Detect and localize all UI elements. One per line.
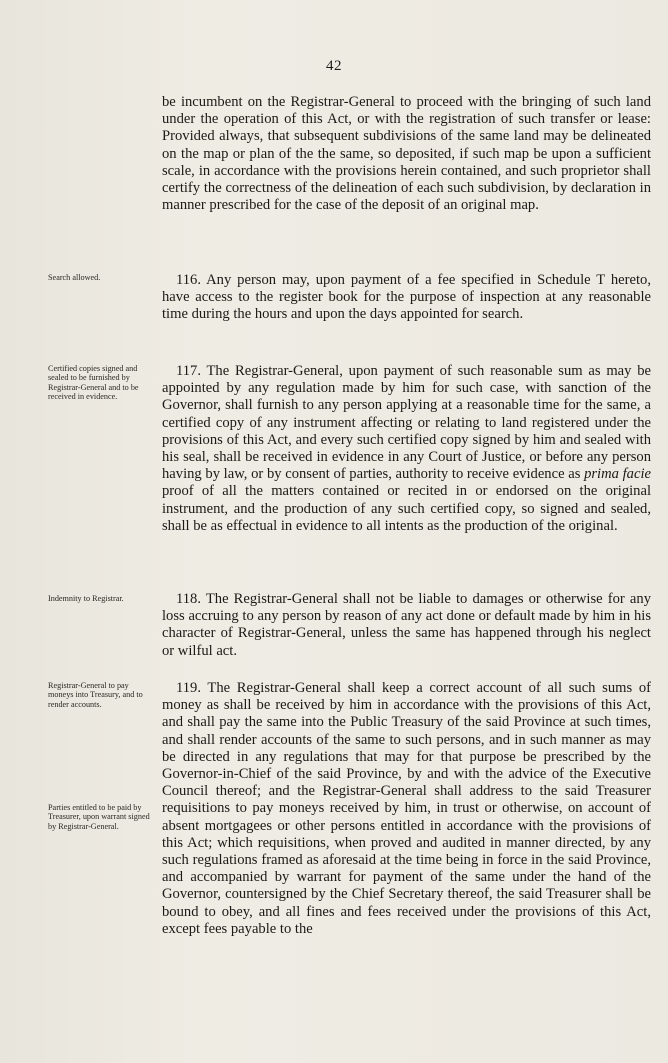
section-117	[162, 363, 651, 535]
continuation-text: be incumbent on the Registrar-General to proceed with the bringing of such land under the operation of this Act, or with the registration of such transfer or lease: Provided always, that subsequent subdivisions of the same land may be delineated on the map or plan of the the same, so deposited, if such map be upon a sufficient scale, in accordance with the provisions herein contained, and such proprietor shall certify the correctness of the delineation of each such subdivision, by declaration in manner prescribed for the case of the deposit of an original map.	[162, 94, 651, 214]
marginal-note-118: Indemnity to Registrar.	[48, 594, 124, 603]
section-119-text: 119. The Registrar-General shall keep a correct account of all such sums of money as shall be received by him in accordance with the provisions of this Act, and shall pay the same into the Public Treasury of the said Province at such times, and shall render accounts of the same to such persons, and in such manner as may be directed in any regulations that may for that purpose be prescribed by the Governor-in-Chief of the said Province, by and with the advice of the Executive Council thereof; and the Registrar-General shall address to the said Treasurer requisitions to pay moneys received by him, in trust or otherwise, on account of absent mortgagees or other persons entitled in accordance with the provisions of this Act; which requisitions, when proved and audited in manner directed, by any such regulations framed as aforesaid at the time being in force in the said Province, and accompanied by warrant for payment of the same under the hand of the Governor, countersigned by the Chief Secretary thereof, the said Treasurer shall be bound to obey, and all fines and fees received under the provisions of this Act, except fees payable to the	[162, 680, 651, 937]
section-117-text-b: proof of all the matters contained or recited in or endorsed on the original instrument, and the production of any such certified copy, so signed and sealed, shall be as effectual in evidence to all intents as the production of the original.	[162, 483, 651, 534]
continuation-paragraph	[162, 94, 651, 214]
marginal-note-119: Registrar-General to pay moneys into Treasury, and to render accounts.	[48, 681, 143, 709]
section-117-italic: prima facie	[584, 466, 651, 483]
section-117-text	[162, 363, 651, 535]
marginal-note-116: Search allowed.	[48, 273, 101, 282]
section-118	[162, 591, 651, 660]
marginal-note-117: Certified copies signed and sealed to be furnished by Registrar-General and to be received in evidence.	[48, 364, 139, 402]
section-116	[162, 272, 651, 324]
section-119	[162, 680, 651, 938]
section-118-text: 118. The Registrar-General shall not be liable to damages or otherwise for any loss accruing to any person by reason of any act done or default made by him in his character of Registrar-General, unless the same has happened through his neglect or wilful act.	[162, 591, 651, 659]
page-number: 42	[326, 58, 342, 74]
marginal-note-119-b: Parties entitled to be paid by Treasurer, upon warrant signed by Registrar-General.	[48, 803, 150, 831]
section-116-text: 116. Any person may, upon payment of a fee specified in Schedule T hereto, have access to the register book for the purpose of inspection at any reasonable time during the hours and upon the days appointed for search.	[162, 272, 651, 323]
section-117-text-a: 117. The Registrar-General, upon payment of such reasonable sum as may be appointed by any regulation made by him for such case, with sanction of the Governor, shall furnish to any person applying at a reasonable time for the same, a certified copy of any instrument affecting or relating to land registered under the provisions of this Act, and every such certified copy signed by him and sealed with his seal, shall be received in evidence in any Court of Justice, or before any person having by law, or by consent of parties, authority to receive evidence as	[162, 363, 651, 483]
